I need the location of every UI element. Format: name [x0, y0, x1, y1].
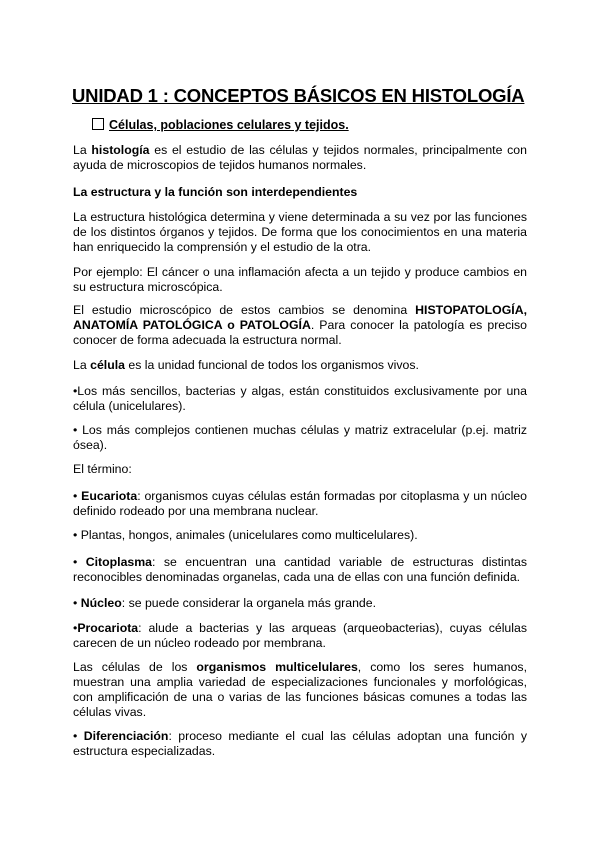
list-item-diferenciacion: • Diferenciación: proceso mediante el cual las células adoptan una función y estructura especializadas.: [73, 729, 527, 758]
paragraph-histopatologia: El estudio microscópico de estos cambios se denomina HISTOPATOLOGÍA, ANATOMÍA PATOLÓGICA o PATOLOGÍA. Para conocer la patología es preciso conocer de forma adecuada la estructura normal.: [73, 303, 528, 347]
paragraph-estructura: La estructura histológica determina y viene determinada a su vez por las funciones de los distintos órganos y tejidos. De forma que los conocimientos en una materia han enriquecido la comprensión y el estudio de la otra.: [73, 210, 527, 254]
checkbox-square-icon: [92, 118, 104, 130]
paragraph-termino: El término:: [73, 462, 132, 476]
paragraph-multicelulares: Las células de los organismos multicelulares, como los seres humanos, muestran una amplia variedad de especializaciones funcionales y morfológicas, con amplificación de una o varias de las funciones básicas comunes a todas las células vivas.: [73, 660, 527, 719]
section-subtitle: [92, 118, 349, 132]
list-item-eucariota: • Eucariota: organismos cuyas células están formadas por citoplasma y un núcleo definido rodeado por una membrana nuclear.: [73, 489, 527, 518]
list-item-complejos: • Los más complejos contienen muchas células y matriz extracelular (p.ej. matriz ósea).: [73, 423, 527, 452]
subtitle-text: Células, poblaciones celulares y tejidos.: [109, 118, 349, 132]
heading-estructura-funcion: La estructura y la función son interdependientes: [73, 185, 358, 199]
list-item-citoplasma: • Citoplasma: se encuentran una cantidad variable de estructuras distintas reconocibles denominadas organelas, cada una de ellas con una función definida.: [73, 555, 527, 584]
paragraph-celula: La célula es la unidad funcional de todos los organismos vivos.: [73, 358, 419, 372]
list-item-nucleo: • Núcleo: se puede considerar la organela más grande.: [73, 596, 377, 610]
paragraph-histologia: La histología es el estudio de las células y tejidos normales, principalmente con ayuda de microscopios de tejidos humanos normales.: [73, 143, 527, 172]
list-item-sencillos: •Los más sencillos, bacterias y algas, están constituidos exclusivamente por una célula (unicelulares).: [73, 384, 527, 413]
list-item-plantas: • Plantas, hongos, animales (unicelulares como multicelulares).: [73, 528, 418, 542]
page-title: UNIDAD 1 : CONCEPTOS BÁSICOS EN HISTOLOGÍA: [72, 85, 525, 106]
list-item-procariota: •Procariota: alude a bacterias y las arqueas (arqueobacterias), cuyas células carecen de un núcleo rodeado por membrana.: [73, 621, 527, 650]
paragraph-ejemplo: Por ejemplo: El cáncer o una inflamación afecta a un tejido y produce cambios en su estructura microscópica.: [73, 265, 527, 294]
